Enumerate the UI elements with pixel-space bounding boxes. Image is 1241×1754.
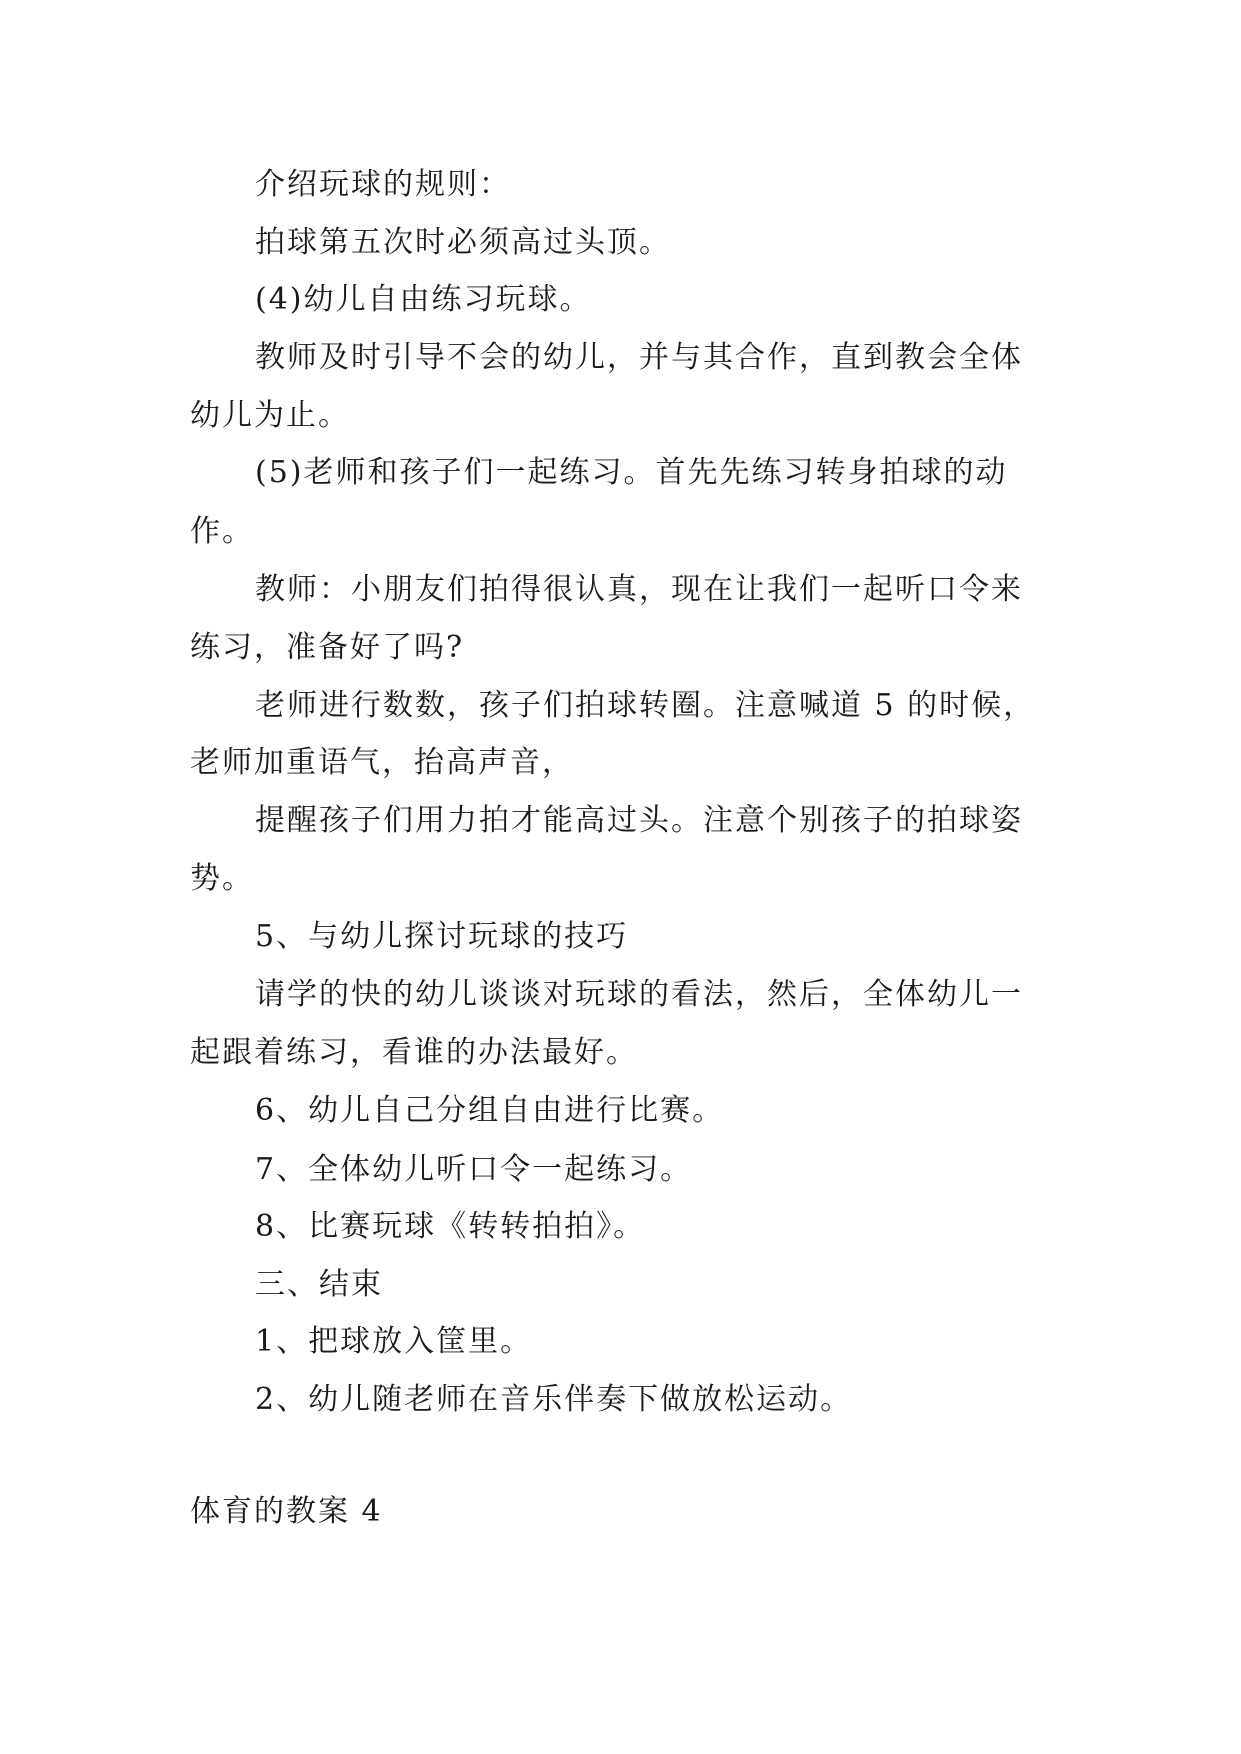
paragraph-line: (5)老师和孩子们一起练习。首先先练习转身拍球的动 bbox=[255, 455, 1008, 490]
paragraph-line: 介绍玩球的规则： bbox=[255, 167, 511, 202]
paragraph-line: 势。 bbox=[190, 861, 254, 896]
paragraph-line: 请学的快的幼儿谈谈对玩球的看法，然后，全体幼儿一 bbox=[255, 977, 1023, 1012]
paragraph-line: 老师进行数数，孩子们拍球转圈。注意喊道 5 的时候， bbox=[255, 688, 1036, 723]
paragraph-line: 拍球第五次时必须高过头顶。 bbox=[255, 225, 671, 260]
paragraph-line: 8、比赛玩球《转转拍拍》。 bbox=[255, 1209, 646, 1244]
paragraph-line: 5、与幼儿探讨玩球的技巧 bbox=[255, 919, 629, 954]
paragraph-line: 2、幼儿随老师在音乐伴奏下做放松运动。 bbox=[255, 1382, 853, 1417]
paragraph-line: 起跟着练习，看谁的办法最好。 bbox=[190, 1035, 638, 1070]
paragraph-line: 练习，准备好了吗? bbox=[190, 630, 465, 665]
paragraph-line: 幼儿为止。 bbox=[190, 398, 350, 433]
paragraph-line: (4)幼儿自由练习玩球。 bbox=[255, 282, 592, 317]
paragraph-line: 6、幼儿自己分组自由进行比赛。 bbox=[255, 1093, 725, 1128]
paragraph-line: 老师加重语气，抬高声音， bbox=[190, 745, 574, 780]
paragraph-line: 三、结束 bbox=[255, 1267, 383, 1302]
paragraph-line: 教师及时引导不会的幼儿，并与其合作，直到教会全体 bbox=[255, 340, 1023, 375]
paragraph-line: 1、把球放入筐里。 bbox=[255, 1324, 533, 1359]
paragraph-line: 提醒孩子们用力拍才能高过头。注意个别孩子的拍球姿 bbox=[255, 803, 1023, 838]
paragraph-line: 作。 bbox=[190, 514, 254, 549]
paragraph-line: 7、全体幼儿听口令一起练习。 bbox=[255, 1152, 693, 1187]
paragraph-line: 教师：小朋友们拍得很认真，现在让我们一起听口令来 bbox=[255, 572, 1023, 607]
section-heading: 体育的教案 4 bbox=[190, 1494, 383, 1529]
